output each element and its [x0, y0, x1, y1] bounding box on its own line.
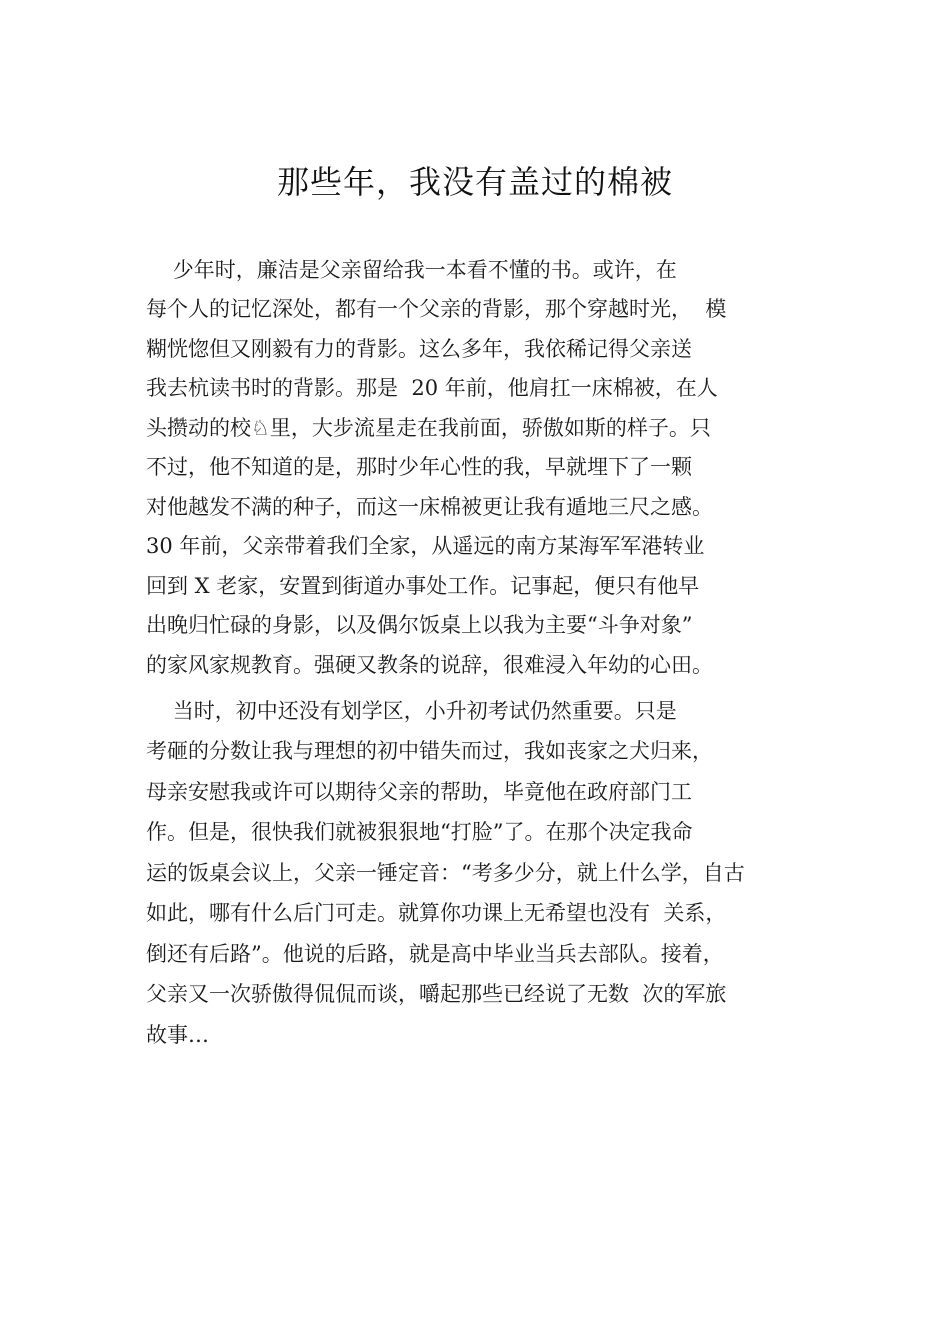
paragraph-1-line-1: 少年时，廉洁是父亲留给我一本看不懂的书。或许，在 — [146, 258, 677, 282]
paragraph-2-line-4: 作。但是，很快我们就被狠狠地“打脸”了。在那个决定我命 — [146, 820, 693, 844]
paragraph-1-line-3: 糊恍惚但又刚毅有力的背影。这么多年，我依稀记得父亲送 — [146, 337, 692, 361]
paragraph-1-line-2: 每个人的记忆深处，都有一个父亲的背影，那个穿越时光， 模 — [146, 297, 727, 321]
paragraph-1-line-11: 的家风家规教育。强硬又教条的说辞，很难浸入年幼的心田。 — [146, 653, 713, 677]
paragraph-1-line-8: 30 年前，父亲带着我们全家，从遥远的南方某海军军港转业 — [146, 534, 705, 558]
paragraph-1-line-9: 回到 X 老家，安置到街道办事处工作。记事起，便只有他早 — [146, 574, 700, 598]
paragraph-2-line-5: 运的饭桌会议上，父亲一锤定音：“考多少分，就上什么学，自古 — [146, 861, 745, 885]
paragraph-1-line-10: 出晚归忙碌的身影，以及偶尔饭桌上以我为主要“斗争对象” — [146, 613, 693, 637]
paragraph-1-line-4: 我去杭读书时的背影。那是 20 年前，他肩扛一床棉被，在人 — [146, 376, 718, 400]
paragraph-2-line-3: 母亲安慰我或许可以期待父亲的帮助，毕竟他在政府部门工 — [146, 780, 692, 804]
paragraph-2-line-1: 当时，初中还没有划学区，小升初考试仍然重要。只是 — [146, 699, 677, 723]
paragraph-2-line-6: 如此，哪有什么后门可走。就算你功课上无希望也没有 关系， — [146, 901, 727, 925]
paragraph-1-line-5: 头攒动的校♘里，大步流星走在我前面，骄傲如斯的样子。只 — [146, 416, 711, 440]
document-title: 那些年，我没有盖过的棉被 — [276, 163, 673, 201]
paragraph-1-line-7: 对他越发不满的种子，而这一床棉被更让我有遁地三尺之感。 — [146, 495, 713, 519]
paragraph-2-line-7: 倒还有后路”。他说的后路，就是高中毕业当兵去部队。接着， — [146, 942, 724, 966]
paragraph-2-line-2: 考砸的分数让我与理想的初中错失而过，我如丧家之犬归来， — [146, 739, 713, 763]
paragraph-1-line-6: 不过，他不知道的是，那时少年心性的我，早就埋下了一颗 — [146, 455, 692, 479]
paragraph-2-line-8: 父亲又一次骄傲得侃侃而谈，嚼起那些已经说了无数 次的军旅 — [146, 982, 727, 1006]
paragraph-2-line-9: 故事… — [146, 1023, 209, 1047]
